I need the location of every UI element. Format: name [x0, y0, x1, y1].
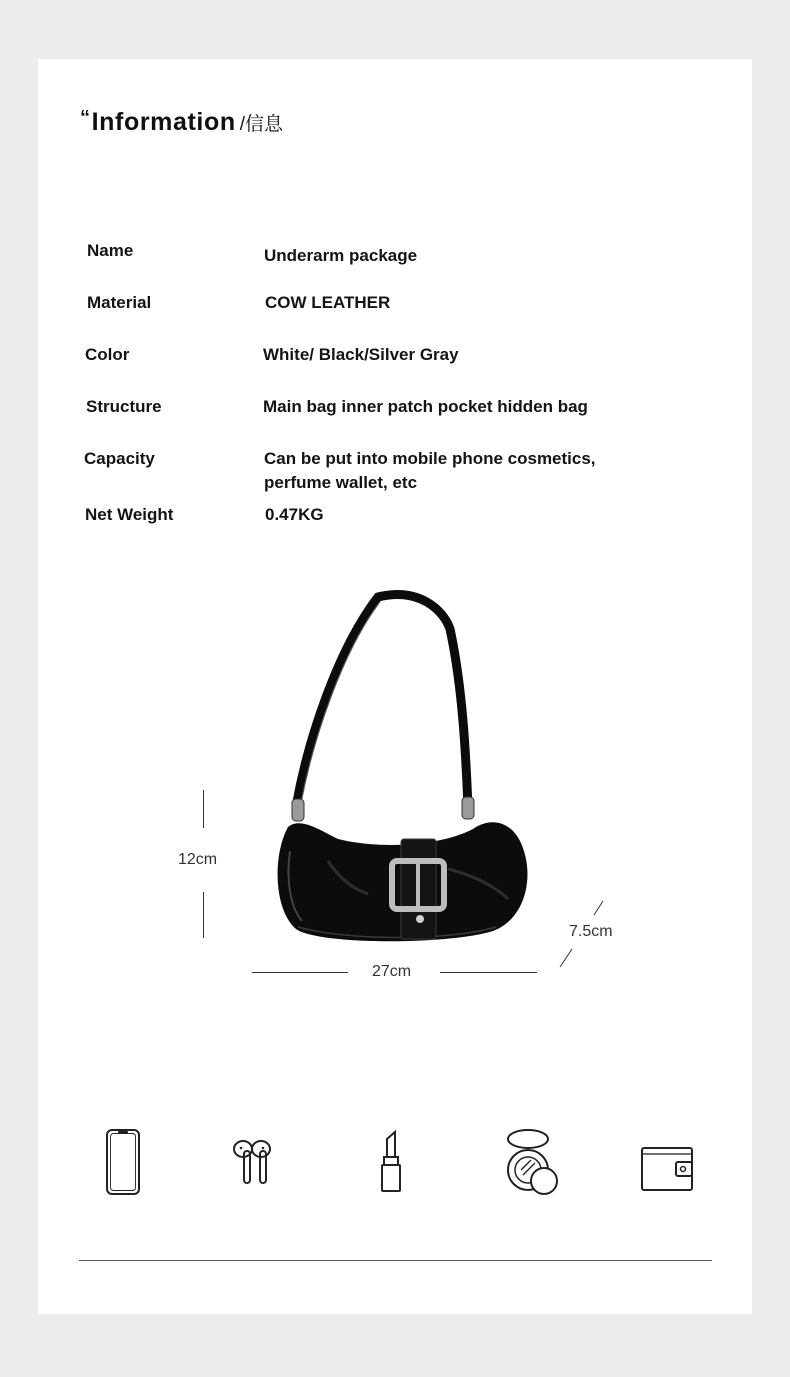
- depth-dimension-label: 7.5cm: [569, 923, 613, 940]
- spec-value-color: White/ Black/Silver Gray: [263, 345, 459, 364]
- spec-label-material: Material: [87, 293, 152, 312]
- compact-mirror-icon: [504, 1128, 562, 1198]
- height-dimension-line-bottom: [203, 892, 204, 938]
- title-quote-mark: “: [80, 107, 91, 129]
- spec-value-capacity: Can be put into mobile phone cosmetics, perfume wallet, etc: [264, 449, 596, 492]
- spec-label-name: Name: [87, 241, 134, 260]
- width-dimension-line-right: [440, 972, 537, 973]
- spec-label-capacity: Capacity: [84, 449, 155, 468]
- section-title: [80, 107, 283, 137]
- title-subtitle: /信息: [239, 114, 283, 135]
- product-bag-image: [268, 589, 548, 949]
- spec-label-net-weight: Net Weight: [85, 505, 174, 524]
- title-text: Information: [91, 108, 236, 136]
- spec-value-net-weight: 0.47KG: [265, 505, 324, 524]
- spec-value-material: COW LEATHER: [265, 293, 391, 312]
- mobile-phone-icon: [104, 1128, 142, 1196]
- height-dimension-label: 12cm: [178, 851, 218, 868]
- info-card: [38, 59, 752, 1314]
- spec-value-structure: Main bag inner patch pocket hidden bag: [263, 397, 588, 416]
- spec-value-name: Underarm package: [264, 246, 418, 265]
- wallet-icon: [640, 1144, 694, 1192]
- capacity-icons-row: [38, 1124, 752, 1204]
- height-dimension-line-top: [203, 790, 204, 828]
- earbuds-icon: [231, 1137, 273, 1189]
- lipstick-icon: [378, 1129, 404, 1193]
- spec-label-color: Color: [85, 345, 130, 364]
- width-dimension-line-left: [252, 972, 348, 973]
- bottom-divider: [79, 1260, 712, 1261]
- width-dimension-label: 27cm: [372, 963, 412, 980]
- spec-label-structure: Structure: [86, 397, 162, 416]
